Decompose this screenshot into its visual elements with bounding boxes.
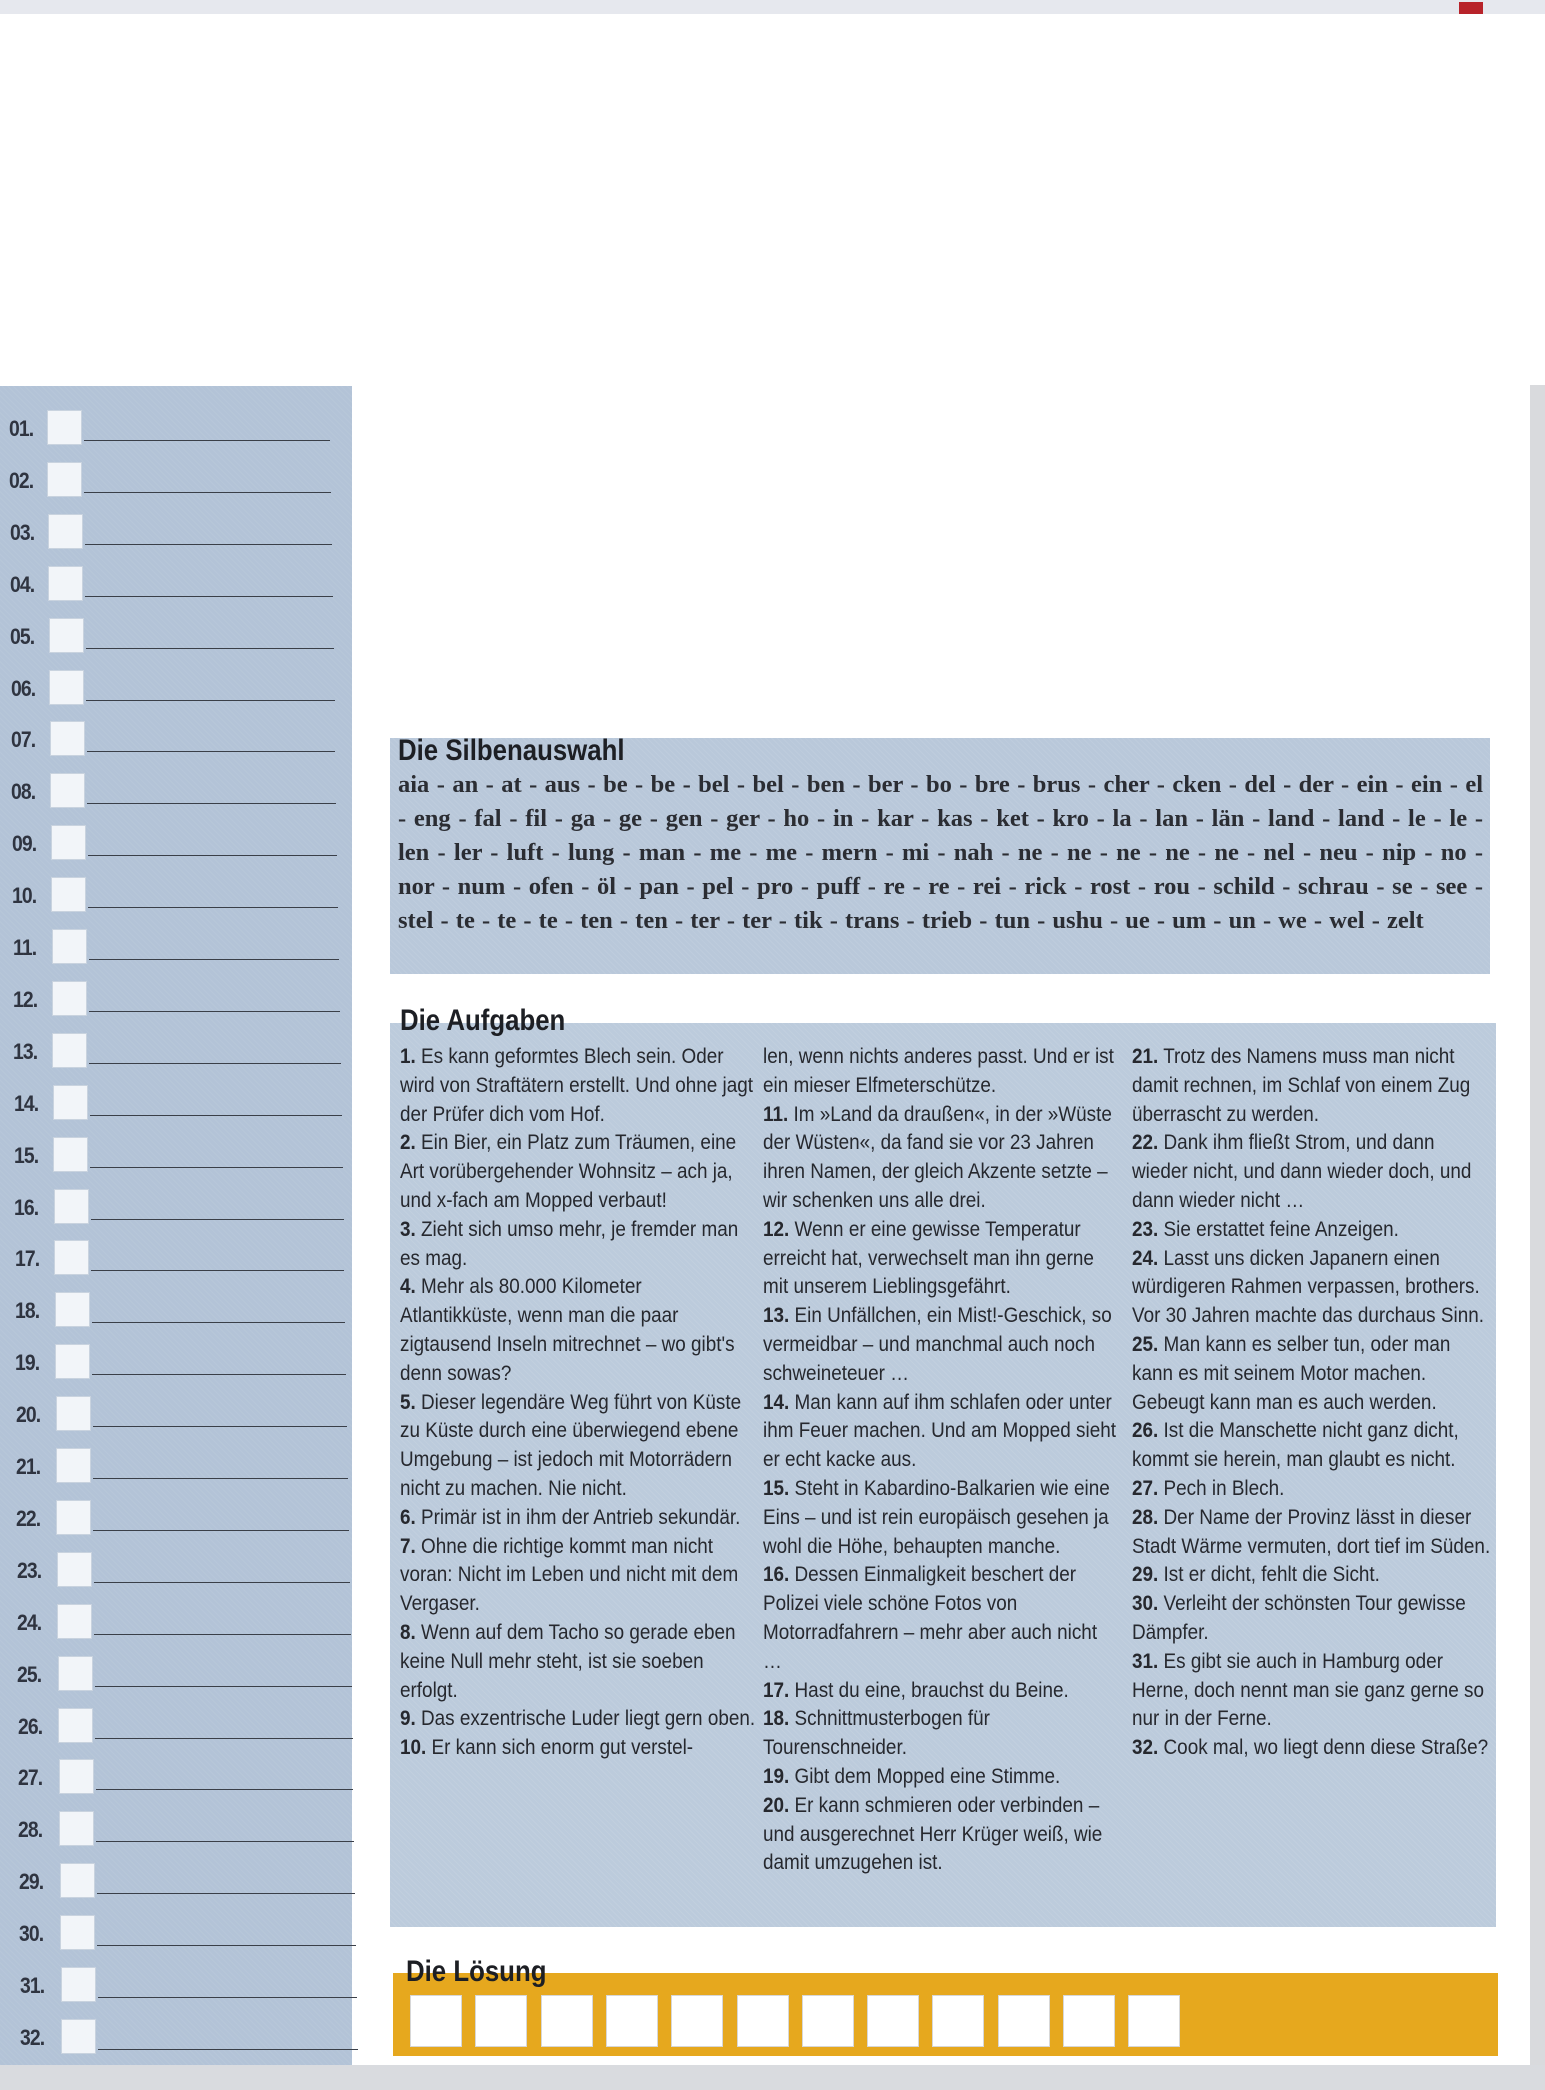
task-text: Ohne die richtige kommt man nicht voran: Nicht im Leben und nicht mit dem Vergaser. — [400, 1534, 739, 1616]
task-text: Gibt dem Mopped eine Stimme. — [789, 1764, 1061, 1788]
task-number: 12. — [763, 1217, 790, 1241]
task-text: Dieser legendäre Weg führt von Küste zu Küste durch eine überwiegend ebene Umgebung – ist jedoch mit Motorrädern nicht zu machen. Nie nicht. — [400, 1390, 742, 1500]
answer-number: 16. — [14, 1194, 39, 1220]
task-number: 6. — [400, 1505, 416, 1529]
answer-row — [0, 1133, 352, 1185]
answer-number: 28. — [18, 1817, 43, 1843]
answer-line[interactable] — [90, 1115, 342, 1116]
task-number: 3. — [400, 1217, 416, 1241]
task-number: 26. — [1132, 1419, 1159, 1443]
solution-letter-box[interactable] — [55, 1292, 90, 1327]
answer-row — [0, 1807, 352, 1859]
answer-row — [0, 925, 352, 977]
solution-letter-box[interactable] — [61, 1967, 96, 2002]
task-item — [400, 1504, 758, 1533]
solution-letter-box[interactable] — [49, 618, 84, 653]
answer-line[interactable] — [86, 700, 334, 701]
answer-number: 04. — [10, 571, 35, 597]
task-number: 21. — [1132, 1045, 1159, 1068]
task-text: Ein Unfällchen, ein Mist!-Geschick, so vermeidbar – und manchmal auch noch schweineteuer … — [763, 1304, 1112, 1385]
solution-letter-box[interactable] — [50, 721, 85, 756]
task-text: Der Name der Provinz lässt in dieser Stadt Wärme vermuten, dort tief im Süden. — [1132, 1505, 1491, 1558]
answer-line[interactable] — [88, 907, 338, 908]
task-text: len, wenn nichts anderes passt. Und er ist ein mieser Elfmeterschütze. — [763, 1045, 1114, 1097]
answer-line[interactable] — [85, 544, 332, 545]
task-text: Wenn auf dem Tacho so gerade eben keine Null mehr steht, ist sie soeben erfolgt. — [400, 1620, 736, 1702]
task-number: 23. — [1132, 1217, 1159, 1241]
page-edge-bottom — [0, 2065, 1545, 2090]
answer-number: 08. — [11, 779, 36, 805]
task-text: Ist er dicht, fehlt die Sicht. — [1158, 1563, 1380, 1587]
answer-line[interactable] — [85, 596, 332, 597]
task-number: 5. — [400, 1390, 416, 1414]
answer-row — [0, 406, 352, 458]
task-text: Man kann auf ihm schlafen oder unter ihm Feuer machen. Und am Mopped sieht er echt kacke aus. — [763, 1390, 1116, 1472]
answer-row — [0, 2015, 352, 2067]
solution-box[interactable] — [475, 1995, 527, 2047]
task-item — [763, 1043, 1121, 1101]
answer-line[interactable] — [97, 1945, 356, 1946]
task-item — [400, 1619, 758, 1705]
solution-letter-box[interactable] — [61, 2019, 96, 2054]
solution-box[interactable] — [410, 1995, 462, 2047]
task-text: Verleiht der schönsten Tour gewisse Dämpfer. — [1132, 1592, 1466, 1644]
task-item — [763, 1475, 1121, 1561]
answer-number: 29. — [18, 1869, 44, 1895]
task-item — [400, 1705, 758, 1734]
answer-line[interactable] — [97, 1893, 356, 1894]
answer-row — [0, 510, 352, 562]
task-text: Primär ist in ihm der Antrieb sekundär. — [415, 1505, 741, 1529]
task-number: 31. — [1132, 1649, 1159, 1673]
answer-row — [0, 562, 352, 614]
task-item — [763, 1561, 1121, 1676]
task-text: Das exzentrische Luder liegt gern oben. — [415, 1707, 756, 1731]
task-number: 1. — [400, 1045, 416, 1068]
answer-number: 19. — [15, 1350, 40, 1376]
answer-row — [0, 1340, 352, 1392]
answer-line[interactable] — [91, 1219, 344, 1220]
answer-line[interactable] — [88, 855, 338, 856]
solution-letter-box[interactable] — [58, 1708, 93, 1743]
answer-row — [0, 1652, 352, 1704]
task-item — [400, 1273, 758, 1388]
page-top-edge — [0, 0, 1545, 14]
solution-box[interactable] — [1128, 1995, 1180, 2047]
task-item — [763, 1216, 1121, 1302]
task-number: 24. — [1132, 1246, 1159, 1270]
answer-line[interactable] — [87, 803, 336, 804]
answer-number: 12. — [12, 986, 38, 1012]
answer-row — [0, 1236, 352, 1288]
task-number: 4. — [400, 1275, 416, 1299]
answer-row — [0, 1288, 352, 1340]
solution-letter-box[interactable] — [56, 1396, 91, 1431]
answer-number: 18. — [14, 1298, 40, 1324]
answer-row — [0, 1185, 352, 1237]
solution-letter-box[interactable] — [53, 1137, 88, 1172]
task-item — [1132, 1043, 1490, 1129]
tasks-section-title: Die Aufgaben — [400, 1004, 566, 1037]
tasks-column-1 — [400, 1043, 758, 1763]
answer-line[interactable] — [98, 1997, 358, 1998]
answer-number: 11. — [12, 935, 36, 960]
task-text: Zieht sich umso mehr, je fremder man es mag. — [400, 1217, 739, 1270]
solution-bar — [393, 1973, 1498, 2056]
task-text: Es kann geformtes Blech sein. Oder wird von Straftätern erstellt. Und ohne jagt der Prüfer dich vom Hof. — [400, 1045, 753, 1126]
task-number: 27. — [1132, 1476, 1159, 1500]
answer-line[interactable] — [98, 2049, 358, 2050]
solution-letter-box[interactable] — [51, 825, 86, 860]
answer-line[interactable] — [84, 492, 330, 493]
tasks-column-3 — [1132, 1043, 1490, 1763]
answer-number: 01. — [9, 416, 34, 441]
answer-row — [0, 1444, 352, 1496]
answer-number: 27. — [18, 1765, 43, 1791]
page-edge-right — [1530, 385, 1545, 2090]
answer-row — [0, 1963, 352, 2015]
answer-number: 30. — [19, 1921, 44, 1947]
task-text: Schnittmusterbogen für Tourenschneider. — [763, 1707, 990, 1760]
task-number: 15. — [763, 1476, 790, 1500]
task-item — [400, 1533, 758, 1619]
task-item — [1132, 1417, 1490, 1475]
task-item — [763, 1677, 1121, 1706]
task-number: 13. — [763, 1304, 790, 1328]
solution-letter-box[interactable] — [58, 1656, 93, 1691]
solution-letter-box[interactable] — [57, 1604, 92, 1639]
task-text: Dessen Einmaligkeit beschert der Polizei viele schöne Fotos von Motorradfahrern – mehr aber auch nicht … — [763, 1563, 1098, 1673]
solution-letter-box[interactable] — [56, 1448, 91, 1483]
answer-number: 10. — [12, 883, 37, 909]
answer-number: 03. — [9, 519, 34, 545]
answer-row — [0, 614, 352, 666]
task-item — [400, 1216, 758, 1274]
task-item — [1132, 1216, 1490, 1245]
answer-number: 09. — [11, 831, 37, 857]
task-item — [763, 1763, 1121, 1792]
answer-line[interactable] — [87, 751, 336, 752]
answer-row — [0, 1548, 352, 1600]
task-number: 17. — [763, 1678, 790, 1702]
solution-letter-box[interactable] — [52, 1033, 87, 1068]
solution-box[interactable] — [737, 1995, 789, 2047]
task-item — [1132, 1648, 1490, 1734]
answer-line[interactable] — [93, 1478, 348, 1479]
solution-letter-box[interactable] — [52, 981, 87, 1016]
answer-row — [0, 666, 352, 718]
answer-number: 14. — [13, 1090, 38, 1116]
answer-number: 21. — [16, 1454, 41, 1479]
task-item — [1132, 1590, 1490, 1648]
answer-row — [0, 1392, 352, 1444]
solution-letter-box[interactable] — [54, 1189, 89, 1224]
answer-row — [0, 873, 352, 925]
answer-line[interactable] — [94, 1634, 350, 1635]
answer-number: 32. — [19, 2024, 45, 2050]
syllable-list: aia - an - at - aus - be - be - bel - bel - ben - ber - bo - bre - brus - cher - cken - del - der - ein - ein - el - eng - fal - fil - ga - ge - gen - ger - ho - in - kar - kas - ket - kro - la - lan - län - land - land - le - le - len - ler - luft - lung - man - me - me - mern - mi - nah - ne - ne - ne - ne - ne - nel - neu - nip - no - nor - num - ofen - öl - pan - pel - pro - puff - re - re - rei - rick - rost - rou - schild - schrau - se - see - stel - te - te - te - ten - ten - ter - ter - tik - trans - trieb - tun - ushu - ue - um - un - we - wel - zelt — [398, 771, 1483, 934]
task-text: Ein Bier, ein Platz zum Träumen, eine Art vorübergehender Wohnsitz – ach ja, und x-fach am Mopped verbaut! — [400, 1131, 737, 1212]
answer-number: 25. — [17, 1661, 42, 1687]
task-text: Man kann es selber tun, oder man kann es mit seinem Motor machen. Gebeugt kann man es auch werden. — [1132, 1332, 1451, 1414]
tasks-panel — [390, 1023, 1496, 1927]
task-text: Hast du eine, brauchst du Beine. — [789, 1678, 1069, 1702]
solution-section-title: Die Lösung — [406, 1955, 547, 1988]
task-number: 30. — [1132, 1592, 1159, 1616]
task-item — [1132, 1475, 1490, 1504]
solution-letter-box[interactable] — [59, 1811, 94, 1846]
answer-line[interactable] — [95, 1686, 352, 1687]
task-item — [1132, 1245, 1490, 1331]
task-number: 11. — [763, 1102, 789, 1126]
answer-row — [0, 1029, 352, 1081]
solution-letter-box[interactable] — [59, 1759, 94, 1794]
task-text: Dank ihm fließt Strom, und dann wieder nicht, und dann wieder doch, und dann wieder nicht … — [1132, 1131, 1472, 1212]
task-number: 14. — [763, 1390, 790, 1414]
task-text: Es gibt sie auch in Hamburg oder Herne, doch nennt man sie ganz gerne so nur in der Ferne. — [1132, 1649, 1484, 1731]
task-item — [763, 1705, 1121, 1763]
task-item — [400, 1043, 758, 1129]
answer-line[interactable] — [94, 1582, 350, 1583]
task-item — [400, 1389, 758, 1504]
solution-letter-box[interactable] — [54, 1240, 89, 1275]
task-number: 25. — [1132, 1332, 1159, 1356]
answer-number: 20. — [15, 1402, 40, 1428]
answer-row — [0, 1600, 352, 1652]
task-number: 7. — [400, 1534, 416, 1558]
answer-row — [0, 1704, 352, 1756]
answer-number: 17. — [14, 1246, 39, 1272]
task-text: Lasst uns dicken Japanern einen würdigeren Rahmen verpassen, brothers. Vor 30 Jahren machte das durchaus Sinn. — [1132, 1246, 1484, 1328]
task-number: 19. — [763, 1764, 790, 1788]
solution-box[interactable] — [998, 1995, 1050, 2047]
task-number: 9. — [400, 1707, 416, 1731]
answer-row — [0, 1755, 352, 1807]
solution-box[interactable] — [867, 1995, 919, 2047]
task-item — [1132, 1561, 1490, 1590]
task-text: Steht in Kabardino-Balkarien wie eine Eins – und ist rein europäisch gesehen ja wohl die Höhe, behaupten manche. — [763, 1476, 1110, 1558]
task-text: Er kann schmieren oder verbinden – und ausgerechnet Herr Krüger weiß, wie damit umzugehen ist. — [763, 1793, 1103, 1875]
task-item — [1132, 1129, 1490, 1215]
solution-letter-box[interactable] — [53, 1085, 88, 1120]
task-item — [763, 1302, 1121, 1388]
answer-line[interactable] — [86, 648, 334, 649]
answer-line[interactable] — [92, 1322, 346, 1323]
answer-row — [0, 1081, 352, 1133]
answer-number: 31. — [19, 1973, 44, 1998]
task-item — [400, 1129, 758, 1215]
solution-box[interactable] — [932, 1995, 984, 2047]
solution-box[interactable] — [1063, 1995, 1115, 2047]
solution-letter-box[interactable] — [49, 670, 84, 705]
solution-box[interactable] — [606, 1995, 658, 2047]
solution-letter-box[interactable] — [55, 1344, 90, 1379]
solution-letter-box[interactable] — [48, 514, 83, 549]
task-item — [763, 1792, 1121, 1878]
answer-line[interactable] — [89, 1063, 340, 1064]
syllable-panel — [390, 738, 1490, 974]
answer-number: 06. — [10, 675, 36, 701]
solution-letter-box[interactable] — [47, 462, 82, 497]
task-item — [1132, 1504, 1490, 1562]
task-text: Im »Land da draußen«, in der »Wüste der Wüsten«, da fand sie vor 23 Jahren ihren Namen, der gleich Akzente setzte – wir schenken uns alle drei. — [763, 1102, 1112, 1212]
answer-row — [0, 977, 352, 1029]
tasks-column-2 — [763, 1043, 1121, 1878]
solution-box[interactable] — [541, 1995, 593, 2047]
task-text: Er kann sich enorm gut verstel- — [426, 1736, 694, 1760]
task-item — [763, 1389, 1121, 1475]
solution-letter-box[interactable] — [47, 410, 82, 445]
answer-line[interactable] — [96, 1841, 354, 1842]
answer-row — [0, 458, 352, 510]
answer-row — [0, 1496, 352, 1548]
answer-line[interactable] — [93, 1426, 348, 1427]
corner-marker — [1459, 2, 1483, 14]
task-number: 8. — [400, 1620, 416, 1644]
task-text: Sie erstattet feine Anzeigen. — [1158, 1217, 1399, 1241]
task-text: Trotz des Namens muss man nicht damit rechnen, im Schlaf von einem Zug überrascht zu werden. — [1132, 1045, 1471, 1126]
task-number: 32. — [1132, 1736, 1159, 1760]
task-item — [763, 1101, 1121, 1216]
answer-number: 07. — [11, 727, 36, 753]
task-number: 29. — [1132, 1563, 1159, 1587]
solution-letter-box[interactable] — [60, 1863, 95, 1898]
answer-line[interactable] — [92, 1374, 346, 1375]
task-number: 20. — [763, 1793, 790, 1817]
task-number: 2. — [400, 1131, 416, 1155]
task-text: Mehr als 80.000 Kilometer Atlantikküste, wenn man die paar zigtausend Inseln mitrechnet – wo gibt's denn sowas? — [400, 1275, 735, 1385]
answer-row — [0, 769, 352, 821]
task-item — [400, 1734, 758, 1763]
answer-number: 24. — [17, 1609, 42, 1635]
task-text: Cook mal, wo liegt denn diese Straße? — [1158, 1736, 1489, 1760]
answer-row — [0, 1859, 352, 1911]
solution-letter-box[interactable] — [51, 877, 86, 912]
task-text: Ist die Manschette nicht ganz dicht, kommt sie herein, man glaubt es nicht. — [1132, 1419, 1459, 1472]
answer-line[interactable] — [84, 440, 330, 441]
answer-number: 26. — [17, 1713, 43, 1739]
syllable-section-title: Die Silbenauswahl — [398, 734, 625, 767]
answer-number: 15. — [13, 1142, 39, 1168]
answer-line[interactable] — [93, 1530, 348, 1531]
solution-letter-box[interactable] — [48, 566, 83, 601]
answer-line[interactable] — [90, 1167, 342, 1168]
solution-letter-box[interactable] — [56, 1500, 91, 1535]
solution-box[interactable] — [671, 1995, 723, 2047]
task-item — [1132, 1734, 1490, 1763]
task-number: 18. — [763, 1707, 790, 1731]
task-number: 10. — [400, 1736, 427, 1760]
task-number: 28. — [1132, 1505, 1159, 1529]
task-number: 16. — [763, 1563, 790, 1587]
solution-letter-box[interactable] — [52, 929, 87, 964]
answer-number: 02. — [9, 467, 34, 493]
answer-column — [0, 386, 352, 2065]
answer-number: 05. — [10, 623, 35, 649]
answer-line[interactable] — [96, 1789, 354, 1790]
task-text: Wenn er eine gewisse Temperatur erreicht hat, verwechselt man ihn gerne mit unserem Lieblingsgefährt. — [763, 1217, 1094, 1299]
answer-row — [0, 717, 352, 769]
answer-line[interactable] — [95, 1738, 352, 1739]
answer-row — [0, 821, 352, 873]
task-text: Pech in Blech. — [1158, 1476, 1285, 1500]
task-number: 22. — [1132, 1131, 1159, 1155]
answer-number: 22. — [16, 1505, 41, 1531]
task-item — [1132, 1331, 1490, 1417]
answer-number: 23. — [16, 1557, 41, 1583]
answer-line[interactable] — [89, 1011, 340, 1012]
solution-letter-box[interactable] — [50, 773, 85, 808]
solution-box[interactable] — [802, 1995, 854, 2047]
solution-letter-box[interactable] — [60, 1915, 95, 1950]
answer-row — [0, 1911, 352, 1963]
answer-line[interactable] — [89, 959, 340, 960]
answer-number: 13. — [13, 1038, 38, 1064]
answer-line[interactable] — [91, 1270, 344, 1271]
solution-letter-box[interactable] — [57, 1552, 92, 1587]
